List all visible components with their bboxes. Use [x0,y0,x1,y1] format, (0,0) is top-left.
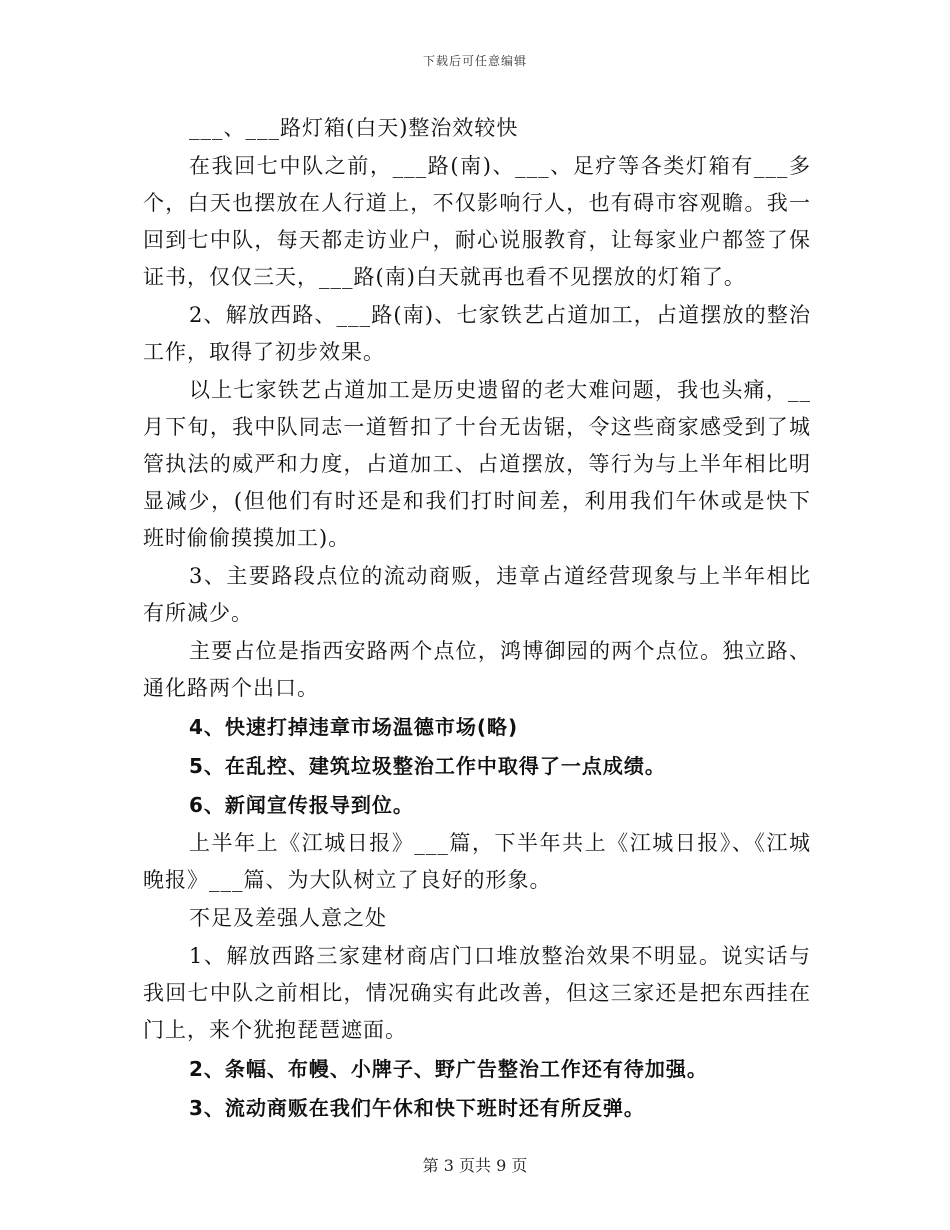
page-footer: 第 3 页共 9 页 [422,1156,528,1175]
document-body [143,110,811,1128]
bold-heading: 3、流动商贩在我们午休和快下班时还有所反弹。 [189,1096,645,1120]
paragraph: 在我回七中队之前，___路(南)、___、足疗等各类灯箱有___多个，白天也摆放在人行道上，不仅影响行人，也有碍市容观瞻。我一回到七中队，每天都走访业户，耐心说服教育，让每家业户都签了保证书，仅仅三天，___路(南)白天就再也看不见摆放的灯箱了。 [143,154,811,289]
paragraph: 2、解放西路、___路(南)、七家铁艺占道加工，占道摆放的整治工作，取得了初步效果。 [143,303,811,364]
paragraph: 上半年上《江城日报》___篇，下半年共上《江城日报》、《江城晚报》___篇、为大队树立了良好的形象。 [143,831,811,892]
bold-heading: 5、在乱控、建筑垃圾整治工作中取得了一点成绩。 [189,754,666,778]
paragraph: 不足及差强人意之处 [189,906,387,930]
bold-heading: 2、条幅、布幔、小牌子、野广告整治工作还有待加强。 [189,1057,708,1081]
paragraph: 主要占位是指西安路两个点位，鸿博御园的两个点位。独立路、通化路两个出口。 [143,639,811,700]
bold-heading: 4、快速打掉违章市场温德市场(略) [189,715,519,739]
paragraph: 3、主要路段点位的流动商贩，违章占道经营现象与上半年相比有所减少。 [143,564,811,625]
page-header: 下载后可任意编辑 [422,54,527,68]
paragraph: 1、解放西路三家建材商店门口堆放整治效果不明显。说实话与我回七中队之前相比，情况确实有此改善，但这三家还是把东西挂在门上，来个犹抱琵琶遮面。 [143,944,811,1042]
paragraph: ___、___路灯箱(白天)整治效较快 [189,116,519,140]
paragraph: 以上七家铁艺占道加工是历史遗留的老大难问题，我也头痛，__月下旬，我中队同志一道暂扣了十台无齿锯，令这些商家感受到了城管执法的威严和力度，占道加工、占道摆放，等行为与上半年相比明显减少，(但他们有时还是和我们打时间差，利用我们午休或是快下班时偷偷摸摸加工)。 [143,378,811,550]
bold-heading: 6、新闻宣传报导到位。 [189,793,414,817]
